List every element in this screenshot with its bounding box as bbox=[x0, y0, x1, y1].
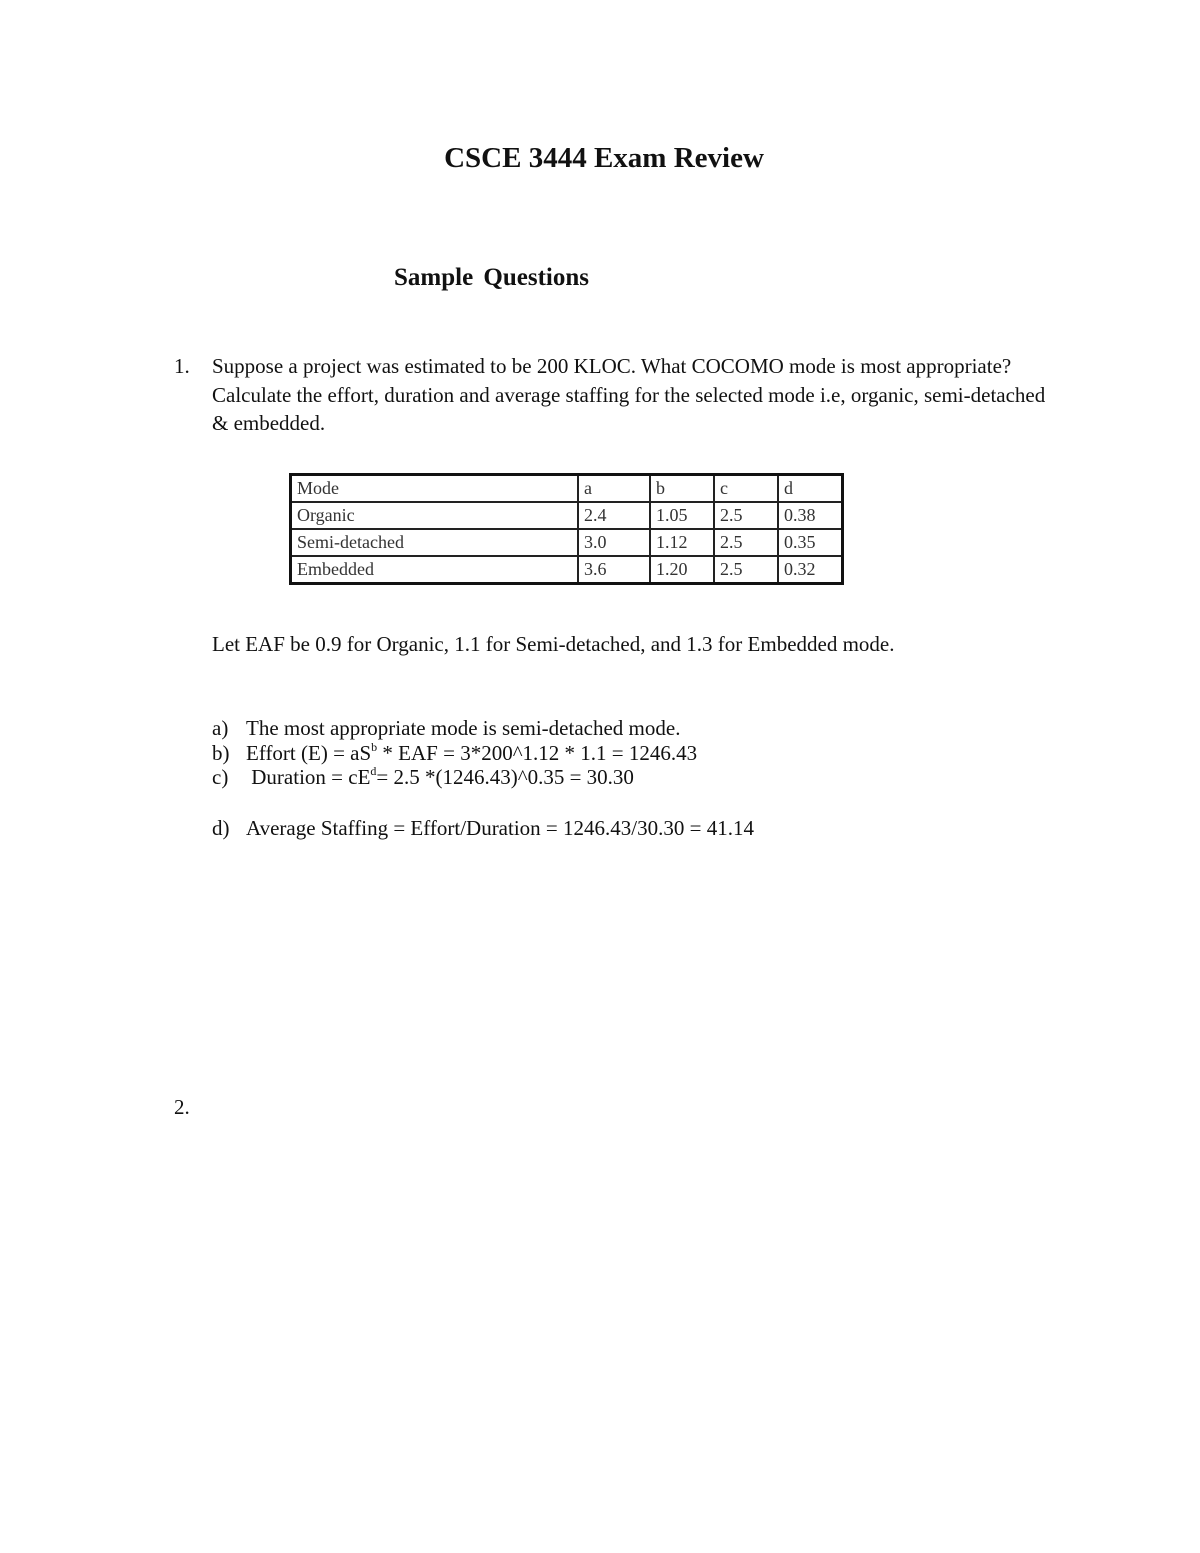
answer-d-label: d) bbox=[212, 815, 230, 840]
table-cell: 1.05 bbox=[650, 502, 714, 529]
table-cell: 2.5 bbox=[714, 502, 778, 529]
question-2-number: 2. bbox=[174, 1095, 190, 1119]
table-cell: 0.32 bbox=[778, 556, 843, 584]
eaf-note: Let EAF be 0.9 for Organic, 1.1 for Semi-detached, and 1.3 for Embedded mode. bbox=[212, 632, 895, 656]
page-title: CSCE 3444 Exam Review bbox=[444, 142, 764, 174]
answer-c-label: c) bbox=[212, 765, 229, 789]
table-cell: 1.20 bbox=[650, 556, 714, 584]
cocomo-table bbox=[289, 473, 844, 585]
table-row bbox=[291, 556, 843, 584]
table-header-cell: d bbox=[778, 475, 843, 503]
answer-list bbox=[212, 716, 754, 840]
answer-c-text-pre: Duration = cE bbox=[246, 765, 371, 789]
table-cell: 2.5 bbox=[714, 556, 778, 584]
answer-b-text-post: * EAF = 3*200^1.12 * 1.1 = 1246.43 bbox=[377, 740, 698, 765]
table-cell: Semi-detached bbox=[291, 529, 579, 556]
cocomo-table-container bbox=[289, 473, 844, 585]
table-cell: 0.38 bbox=[778, 502, 843, 529]
answer-c bbox=[212, 765, 754, 790]
table-cell: 3.6 bbox=[578, 556, 650, 584]
table-row bbox=[291, 502, 843, 529]
table-header-cell: Mode bbox=[291, 475, 579, 503]
answer-c-text-post: = 2.5 *(1246.43)^0.35 = 30.30 bbox=[376, 765, 634, 789]
table-cell: 3.0 bbox=[578, 529, 650, 556]
answer-a bbox=[212, 716, 754, 741]
answer-d bbox=[212, 816, 754, 841]
table-row bbox=[291, 529, 843, 556]
table-header-cell: a bbox=[578, 475, 650, 503]
page-subtitle: Sample Questions bbox=[394, 264, 590, 291]
table-header-row bbox=[291, 475, 843, 503]
answer-b bbox=[212, 741, 754, 766]
question-1 bbox=[174, 352, 1054, 438]
answer-b-text-pre: Effort (E) = aS bbox=[246, 740, 372, 765]
table-cell: Organic bbox=[291, 502, 579, 529]
table-header-cell: b bbox=[650, 475, 714, 503]
answer-b-label: b) bbox=[212, 740, 230, 765]
question-1-text: Suppose a project was estimated to be 200 KLOC. What COCOMO mode is most appropriate? Calculate the effort, duration and average staffing for the selected mode i.e, organic, semi-detached & embedded. bbox=[212, 354, 1046, 435]
answer-c-superscript: d bbox=[370, 764, 377, 778]
table-cell: 0.35 bbox=[778, 529, 843, 556]
answer-d-text: Average Staffing = Effort/Duration = 1246.43/30.30 = 41.14 bbox=[246, 815, 754, 840]
answer-b-superscript: b bbox=[371, 739, 378, 754]
table-cell: 2.5 bbox=[714, 529, 778, 556]
table-cell: Embedded bbox=[291, 556, 579, 584]
answer-a-label: a) bbox=[212, 716, 229, 740]
table-header-cell: c bbox=[714, 475, 778, 503]
table-cell: 2.4 bbox=[578, 502, 650, 529]
question-1-number: 1. bbox=[174, 354, 190, 378]
table-cell: 1.12 bbox=[650, 529, 714, 556]
answer-a-text: The most appropriate mode is semi-detached mode. bbox=[246, 716, 681, 740]
